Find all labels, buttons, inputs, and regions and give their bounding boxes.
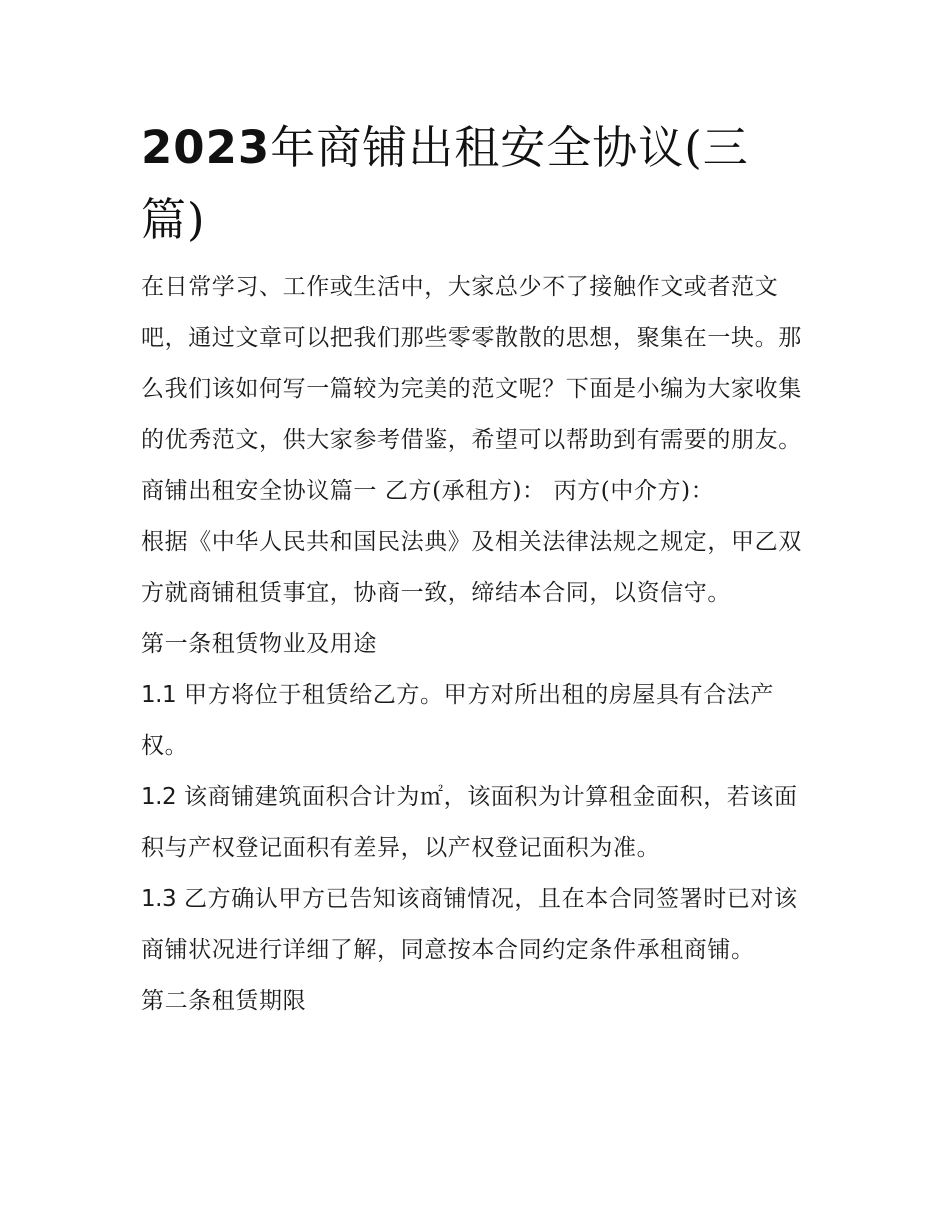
clause-number: 1.1 [141,682,177,708]
legal-basis-paragraph: 根据《中华人民共和国民法典》及相关法律法规之规定，甲乙双方就商铺租赁事宜，协商一致，缔结本合同，以资信守。 [141,529,802,606]
clause-number: 1.3 [141,886,177,912]
clause-number: 1.2 [141,784,177,810]
clause-1-1 [141,670,813,772]
title-text: 年商铺出租安全协议(三篇) [141,121,749,246]
clause-1-3 [141,874,813,976]
clause-1-2 [141,772,813,874]
document-body [141,112,813,1027]
clause-text: 乙方确认甲方已告知该商铺情况，且在本合同签署时已对该商铺状况进行详细了解，同意按本合同约定条件承租商铺。 [141,886,798,963]
clause-text: 该商铺建筑面积合计为㎡，该面积为计算租金面积，若该面积与产权登记面积有差异，以产权登记面积为准。 [141,784,798,861]
clause-text: 甲方将位于租赁给乙方。甲方对所出租的房屋具有合法产权。 [141,682,774,759]
document-title [141,112,813,256]
article-1-heading: 第一条租赁物业及用途 [141,631,377,657]
parties-line: 商铺出租安全协议篇一 乙方(承租方)： 丙方(中介方)： [141,478,715,504]
article-2-heading: 第二条租赁期限 [141,988,307,1014]
title-year: 2023 [141,121,271,174]
intro-paragraph: 在日常学习、工作或生活中，大家总少不了接触作文或者范文吧，通过文章可以把我们那些零零散散的思想，聚集在一块。那么我们该如何写一篇较为完美的范文呢？下面是小编为大家收集的优秀范文，供大家参考借鉴，希望可以帮助到有需要的朋友。 [141,274,802,453]
